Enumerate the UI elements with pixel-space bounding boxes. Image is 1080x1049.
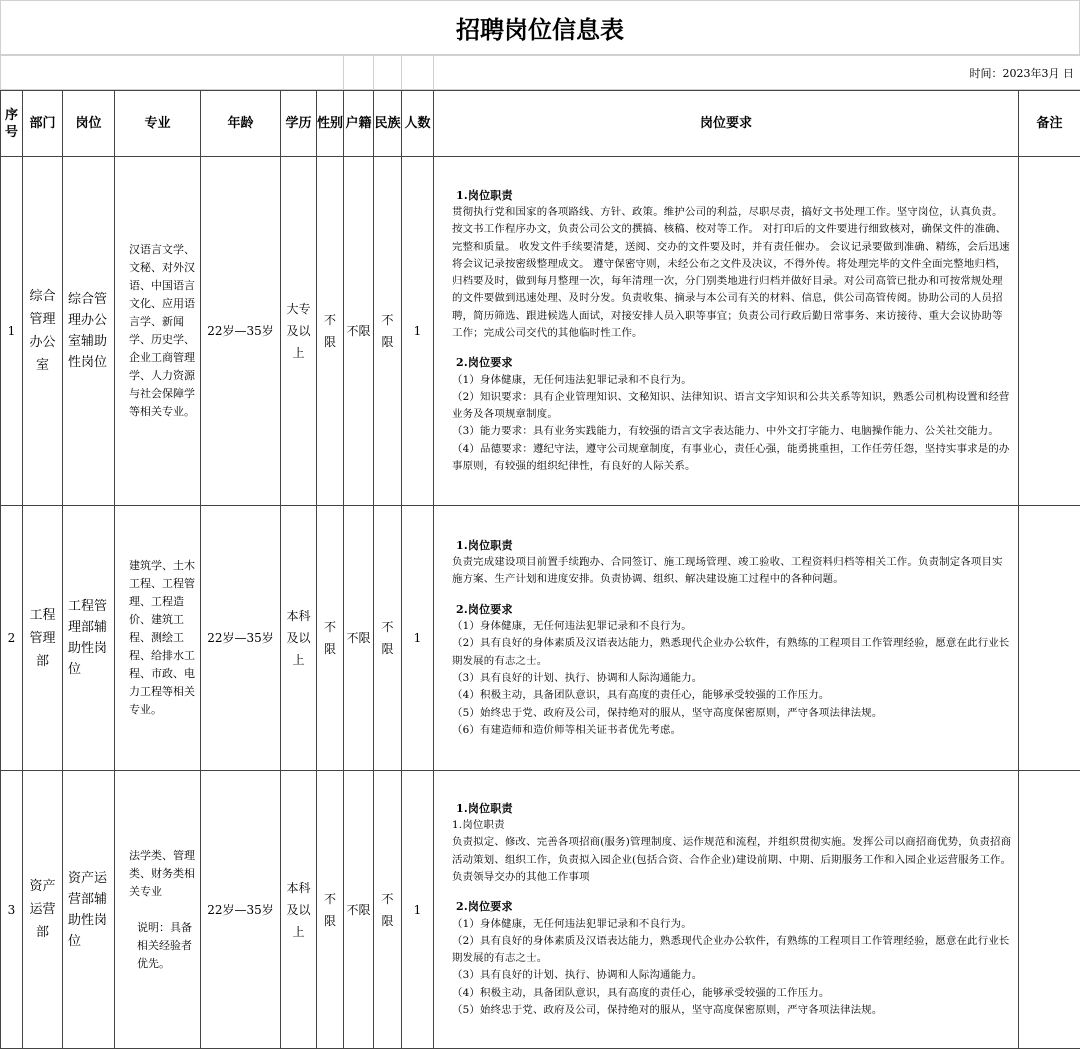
header-post[interactable]: 岗位 xyxy=(63,91,115,157)
title-row xyxy=(0,0,1080,55)
blank-cell[interactable] xyxy=(344,56,374,90)
header-req[interactable]: 岗位要求 xyxy=(434,91,1019,157)
seq-cell[interactable]: 1 xyxy=(1,157,23,506)
req-item: （4）积极主动，具备团队意识，具有高度的责任心，能够承受较强的工作压力。 xyxy=(452,985,1012,1002)
req-title: 2.岗位要求 xyxy=(456,601,1012,618)
header-seq[interactable]: 序号 xyxy=(1,91,23,157)
date-row xyxy=(0,55,1080,90)
table-row xyxy=(1,157,1080,506)
requirements-cell[interactable] xyxy=(434,506,1019,771)
req-item: （3）能力要求：具有业务实践能力，有较强的语言文字表达能力、中外文打字能力、电脑操作能力、公关社交能力。 xyxy=(452,423,1012,440)
req-item: （3）具有良好的计划、执行、协调和人际沟通能力。 xyxy=(452,967,1012,984)
seq-cell[interactable]: 3 xyxy=(1,771,23,1049)
req-item: （5）始终忠于党、政府及公司，保持绝对的服从，坚守高度保密原则，严守各项法律法规。 xyxy=(452,1002,1012,1019)
req-item: （2）具有良好的身体素质及汉语表达能力，熟悉现代企业办公软件，有熟练的工程项目工作管理经验，愿意在此行业长期发展的有志之士。 xyxy=(452,933,1012,968)
post-cell[interactable]: 综合管理办公室辅助性岗位 xyxy=(63,157,115,506)
note-cell[interactable] xyxy=(1019,771,1080,1049)
age-cell[interactable]: 22岁—35岁 xyxy=(201,157,281,506)
count-cell[interactable]: 1 xyxy=(402,157,434,506)
major-cell[interactable]: 建筑学、土木工程、工程管理、工程造价、建筑工程、测绘工程、给排水工程、市政、电力工程等相关专业。 xyxy=(115,506,201,771)
blank-cell[interactable] xyxy=(374,56,402,90)
table-row xyxy=(1,506,1080,771)
req-item: （6）有建造师和造价师等相关证书者优先考虑。 xyxy=(452,722,1012,739)
header-count[interactable]: 人数 xyxy=(402,91,434,157)
date-label[interactable]: 时间：2023年3月 日 xyxy=(434,56,1080,90)
dept-cell[interactable]: 综合管理办公室 xyxy=(23,157,63,506)
table-row xyxy=(1,771,1080,1049)
duty-title: 1.岗位职责 xyxy=(456,537,1012,554)
req-item: （1）身体健康，无任何违法犯罪记录和不良行为。 xyxy=(452,372,1012,389)
duty-title: 1.岗位职责 xyxy=(456,800,1012,817)
req-item: （2）知识要求：具有企业管理知识、文秘知识、法律知识、语言文字知识和公共关系等知识，熟悉公司机构设置和经营业务及各项规章制度。 xyxy=(452,389,1012,424)
dept-cell[interactable]: 资产运营部 xyxy=(23,771,63,1049)
positions-table xyxy=(0,90,1080,1049)
req-item: （4）积极主动，具备团队意识，具有高度的责任心，能够承受较强的工作压力。 xyxy=(452,687,1012,704)
requirements-cell[interactable] xyxy=(434,771,1019,1049)
count-cell[interactable]: 1 xyxy=(402,771,434,1049)
blank-cell[interactable] xyxy=(402,56,434,90)
edu-cell[interactable]: 本科及以上 xyxy=(281,771,317,1049)
duty-title: 1.岗位职责 xyxy=(456,187,1012,204)
edu-cell[interactable]: 大专及以上 xyxy=(281,157,317,506)
duty-subtitle: 1.岗位职责 xyxy=(452,817,1012,834)
gender-cell[interactable]: 不限 xyxy=(317,506,344,771)
note-cell[interactable] xyxy=(1019,157,1080,506)
header-dept[interactable]: 部门 xyxy=(23,91,63,157)
age-cell[interactable]: 22岁—35岁 xyxy=(201,771,281,1049)
requirements-cell[interactable] xyxy=(434,157,1019,506)
major-cell[interactable] xyxy=(115,771,201,1049)
major-cell[interactable]: 汉语言文学、文秘、对外汉语、中国语言文化、应用语言学、新闻学、历史学、企业工商管理学、人力资源与社会保障学等相关专业。 xyxy=(115,157,201,506)
hukou-cell[interactable]: 不限 xyxy=(344,771,374,1049)
hukou-cell[interactable]: 不限 xyxy=(344,157,374,506)
age-cell[interactable]: 22岁—35岁 xyxy=(201,506,281,771)
edu-cell[interactable]: 本科及以上 xyxy=(281,506,317,771)
header-ethnic[interactable]: 民族 xyxy=(374,91,402,157)
header-gender[interactable]: 性别 xyxy=(317,91,344,157)
post-cell[interactable]: 工程管理部辅助性岗位 xyxy=(63,506,115,771)
header-major[interactable]: 专业 xyxy=(115,91,201,157)
header-edu[interactable]: 学历 xyxy=(281,91,317,157)
header-note[interactable]: 备注 xyxy=(1019,91,1080,157)
ethnic-cell[interactable]: 不限 xyxy=(374,506,402,771)
duty-text: 负责完成建设项目前置手续跑办、合同签订、施工现场管理、竣工验收、工程资料归档等相关工作。负责制定各项目实施方案、生产计划和进度安排。负责协调、组织、解决建设施工过程中的各种问题。 xyxy=(452,554,1012,589)
count-cell[interactable]: 1 xyxy=(402,506,434,771)
seq-cell[interactable]: 2 xyxy=(1,506,23,771)
header-row xyxy=(1,91,1080,157)
gender-cell[interactable]: 不限 xyxy=(317,771,344,1049)
hukou-cell[interactable]: 不限 xyxy=(344,506,374,771)
duty-text: 负责拟定、修改、完善各项招商(服务)管理制度、运作规范和流程，并组织贯彻实施。发挥公司以商招商优势，负责招商活动策划、组织工作，负责拟入园企业(包括合资、合作企业)建设前期、中期、后期服务工作和入园企业运营服务工作。负责领导交办的其他工作事项 xyxy=(452,834,1012,886)
post-cell[interactable]: 资产运营部辅助性岗位 xyxy=(63,771,115,1049)
blank-cell[interactable] xyxy=(1,56,344,90)
dept-cell[interactable]: 工程管理部 xyxy=(23,506,63,771)
note-cell[interactable] xyxy=(1019,506,1080,771)
gender-cell[interactable]: 不限 xyxy=(317,157,344,506)
page-title[interactable]: 招聘岗位信息表 xyxy=(1,1,1080,55)
req-item: （1）身体健康，无任何违法犯罪记录和不良行为。 xyxy=(452,618,1012,635)
req-item: （1）身体健康，无任何违法犯罪记录和不良行为。 xyxy=(452,916,1012,933)
req-item: （5）始终忠于党、政府及公司，保持绝对的服从，坚守高度保密原则，严守各项法律法规。 xyxy=(452,705,1012,722)
major-text: 法学类、管理类、财务类相关专业 xyxy=(129,847,195,901)
duty-text: 贯彻执行党和国家的各项路线、方针、政策。维护公司的利益，尽职尽责，搞好文书处理工作。坚守岗位，认真负责。按文书工作程序办文，负责公司公文的撰搞、核稿、校对等工作。 对打印后的文件要进行细致核对，确保文件的准确、完整和质量。 收发文件手续要清楚，送阅、交办的文件要及时，并有责任催办。 会议记录要做到准确、精练，会后迅速将会议记录按密级整理成文。 遵守保密守则，未经公布之文件及决议，不得外传。将处理完毕的文件全面完整地归档，归档要及时，做到每月整理一次，每年清理一次，分门别类地进行归档并做好目录。对公司高管已批办和可按常规处理的文件要做到迅速处理、及时分发。负责收集、摘录与本公司有关的材料、信息，供公司高管传阅。协助公司的人员招聘，简历筛选、跟进候选人面试，对接安排人员入职等事宜；负责公司行政后勤日常事务、来访接待、重大会议协助等工作；完成公司交代的其他临时性工作。 xyxy=(452,204,1012,342)
header-age[interactable]: 年龄 xyxy=(201,91,281,157)
req-item: （2）具有良好的身体素质及汉语表达能力，熟悉现代企业办公软件，有熟练的工程项目工作管理经验，愿意在此行业长期发展的有志之士。 xyxy=(452,635,1012,670)
req-item: （3）具有良好的计划、执行、协调和人际沟通能力。 xyxy=(452,670,1012,687)
req-title: 2.岗位要求 xyxy=(456,898,1012,915)
ethnic-cell[interactable]: 不限 xyxy=(374,157,402,506)
ethnic-cell[interactable]: 不限 xyxy=(374,771,402,1049)
req-item: （4）品德要求：遵纪守法，遵守公司规章制度，有事业心，责任心强，能勇挑重担，工作任劳任怨，坚持实事求是的办事原则，有较强的组织纪律性，有良好的人际关系。 xyxy=(452,441,1012,476)
major-note: 说明：具备相关经验者优先。 xyxy=(129,919,195,973)
header-hukou[interactable]: 户籍 xyxy=(344,91,374,157)
req-title: 2.岗位要求 xyxy=(456,354,1012,371)
